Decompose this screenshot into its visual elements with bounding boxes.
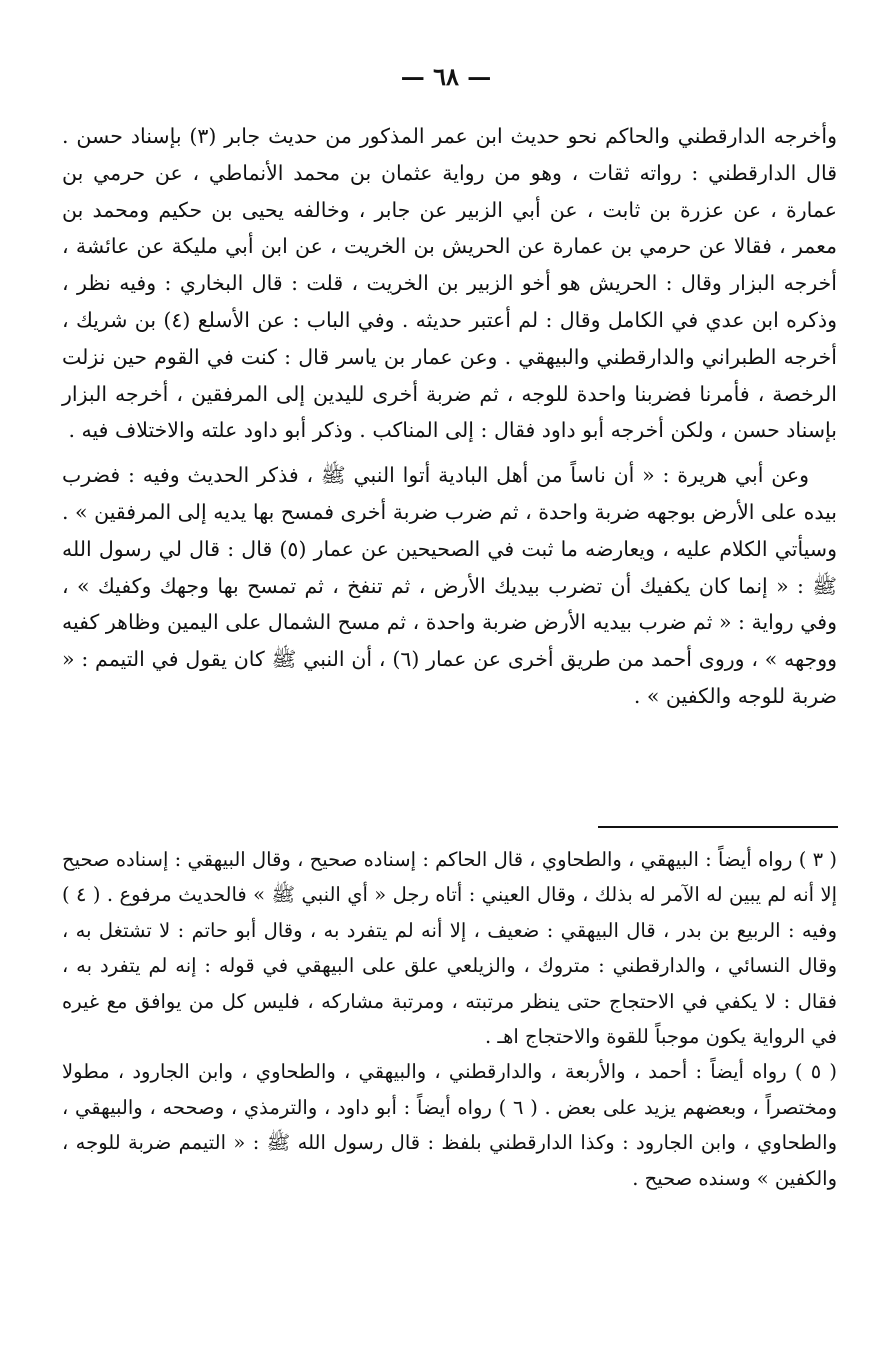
main-paragraph-1: وأخرجه الدارقطني والحاكم نحو حديث ابن عمر المذكور من حديث جابر (٣) بإسناد حسن . قال الدارقطني : رواته ثقات ، وهو من رواية عثمان بن محمد الأنماطي ، عن حرمي بن عمارة ، عن عزرة بن ثابت ، عن أبي الزبير عن جابر ، وخالفه يحيى بن حكيم ومحمد بن معمر ، فقالا عن حرمي بن عمارة عن الحريش بن الخريت ، عن ابن أبي مليكة عن عائشة ، أخرجه البزار وقال : الحريش هو أخو الزبير بن الخريت ، قلت : قال البخاري : وفيه نظر ، وذكره ابن عدي في الكامل وقال : لم أعتبر حديثه . وفي الباب : عن الأسلع (٤) بن شريك ، أخرجه الطبراني والدارقطني والبيهقي . وعن عمار بن ياسر قال : كنت في القوم حين نزلت الرخصة ، فأمرنا فضربنا واحدة للوجه ، ثم ضربة أخرى لليدين إلى المرفقين ، أخرجه البزار بإسناد حسن ، ولكن أخرجه أبو داود فقال : إلى المناكب . وذكر أبو داود علته والاختلاف فيه . (62, 124, 837, 443)
main-text (62, 118, 837, 715)
page-number: — ٦٨ — (400, 62, 492, 91)
footnote-block-1: ( ٣ ) رواه أيضاً : البيهقي ، والطحاوي ، قال الحاكم : إسناده صحيح ، وقال البيهقي : إسناده صحيح إلا أنه لم يبين له الآمر له بذلك ، وقال العيني : أتاه رجل « أي النبي ﷺ » فالحديث مرفوع . ( ٤ ) وفيه : الربيع بن بدر ، قال البيهقي : ضعيف ، إلا أنه لم يتفرد به ، وقال أبو حاتم : لا تشتغل به ، وقال النسائي ، والدارقطني : متروك ، والزيلعي علق على البيهقي في قوله : إنه لم يتفرد به ، فقال : لا يكفي في الاحتجاج حتى ينظر مرتبته ، ومرتبة مشاركه ، فليس كل من يوافق مع غيره في الرواية يكون موجباً للقوة والاحتجاج اهـ . (62, 848, 837, 1049)
footnote-block-2: ( ٥ ) رواه أيضاً : أحمد ، والأربعة ، والدارقطني ، والبيهقي ، والطحاوي ، وابن الجارود ، مطولا ومختصراً ، وبعضهم يزيد على بعض . ( ٦ ) رواه أيضاً : أبو داود ، والترمذي ، وصححه ، والبيهقي ، والطحاوي ، وابن الجارود : وكذا الدارقطني بلفظ : قال رسول الله ﷺ : « التيمم ضربة للوجه ، والكفين » وسنده صحيح . (62, 1060, 837, 1190)
footnote-divider (598, 826, 838, 828)
main-paragraph-2: وعن أبي هريرة : « أن ناساً من أهل البادية أتوا النبي ﷺ ، فذكر الحديث وفيه : فضرب بيده على الأرض بوجهه ضربة واحدة ، ثم ضرب ضربة أخرى فمسح بها يديه إلى المرفقين » . وسيأتي الكلام عليه ، ويعارضه ما ثبت في الصحيحين عن عمار (٥) قال : قال لي رسول الله ﷺ : « إنما كان يكفيك أن تضرب بيديك الأرض ، ثم تنفخ ، ثم تمسح بها وجهك وكفيك » ، وفي رواية : « ثم ضرب بيديه الأرض ضربة واحدة ، ثم مسح الشمال على اليمين وظاهر كفيه ووجهه » ، وروى أحمد من طريق أخرى عن عمار (٦) ، أن النبي ﷺ كان يقول في التيمم : « ضربة للوجه والكفين » . (62, 463, 837, 708)
footnotes (62, 842, 837, 1196)
